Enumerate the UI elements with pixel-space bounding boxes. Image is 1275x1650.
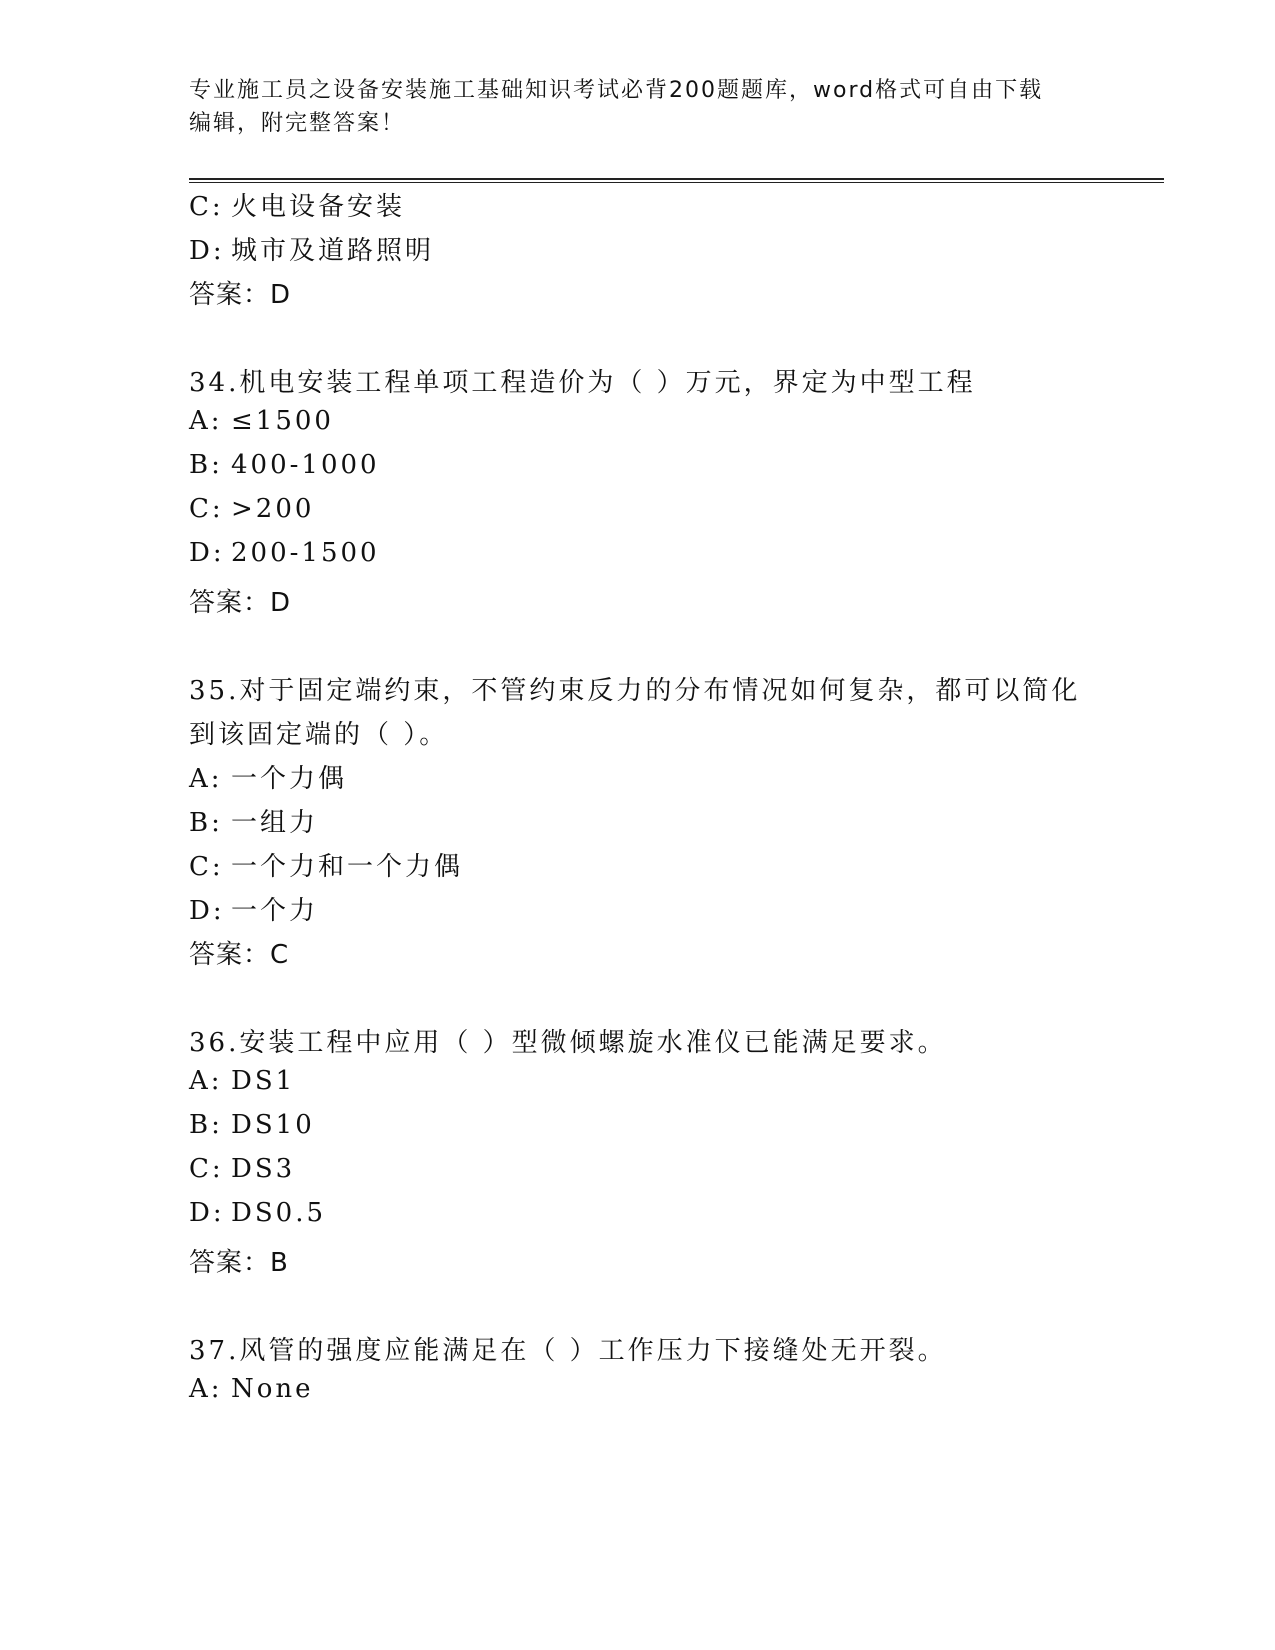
option-row (189, 1066, 295, 1096)
option-text: ≤1500 (231, 406, 334, 436)
option-letter: C: (189, 852, 224, 882)
option-letter: B: (189, 1110, 223, 1140)
question-stem: 35.对于固定端约束，不管约束反力的分布情况如何复杂，都可以简化 (189, 676, 1081, 706)
option-row (189, 538, 380, 568)
option-row (189, 890, 318, 927)
option-row (189, 1154, 295, 1184)
option-row (189, 1110, 315, 1140)
option-letter: D: (189, 538, 225, 568)
option-text: 火电设备安装 (231, 192, 406, 222)
option-row (189, 802, 318, 839)
header-divider (189, 178, 1164, 183)
option-letter: D: (189, 896, 225, 926)
option-text: 200-1500 (231, 538, 380, 568)
answer-line: 答案：B (189, 1248, 289, 1278)
option-letter: C: (189, 1154, 224, 1184)
answer-line: 答案：D (189, 280, 292, 310)
option-row (189, 846, 463, 883)
answer-line: 答案：C (189, 940, 290, 970)
option-letter: C: (189, 192, 224, 222)
option-row (189, 1198, 326, 1228)
option-row (189, 494, 314, 524)
question-stem-continued: 到该固定端的（ ）。 (189, 720, 449, 750)
option-row (189, 186, 405, 223)
option-text: 一个力 (231, 896, 319, 926)
question-stem: 34.机电安装工程单项工程造价为（ ）万元，界定为中型工程 (189, 368, 976, 398)
option-row (189, 230, 434, 267)
option-letter: B: (189, 808, 223, 838)
option-text: >200 (231, 494, 315, 524)
option-letter: A: (189, 406, 223, 436)
header-line-2: 编辑，附完整答案！ (189, 111, 406, 136)
option-text: DS0.5 (231, 1198, 327, 1228)
option-text: DS3 (231, 1154, 296, 1184)
option-text: None (231, 1374, 314, 1404)
page-header (189, 74, 1089, 140)
option-letter: D: (189, 236, 225, 266)
option-letter: A: (189, 764, 223, 794)
option-letter: D: (189, 1198, 225, 1228)
option-text: 一组力 (231, 808, 319, 838)
option-row (189, 450, 380, 480)
question-stem: 37.风管的强度应能满足在（ ）工作压力下接缝处无开裂。 (189, 1336, 947, 1366)
option-row (189, 406, 334, 436)
option-row (189, 1374, 314, 1404)
header-line-1: 专业施工员之设备安装施工基础知识考试必背200题题库，word格式可自由下载 (189, 78, 1044, 103)
option-letter: A: (189, 1374, 223, 1404)
option-text: DS10 (231, 1110, 315, 1140)
option-text: DS1 (231, 1066, 296, 1096)
option-text: 一个力和一个力偶 (231, 852, 464, 882)
option-row (189, 758, 347, 795)
option-letter: B: (189, 450, 223, 480)
option-letter: A: (189, 1066, 223, 1096)
option-text: 城市及道路照明 (231, 236, 435, 266)
question-stem: 36.安装工程中应用（ ）型微倾螺旋水准仪已能满足要求。 (189, 1028, 947, 1058)
option-text: 400-1000 (231, 450, 380, 480)
answer-line: 答案：D (189, 588, 292, 618)
option-letter: C: (189, 494, 224, 524)
option-text: 一个力偶 (231, 764, 348, 794)
